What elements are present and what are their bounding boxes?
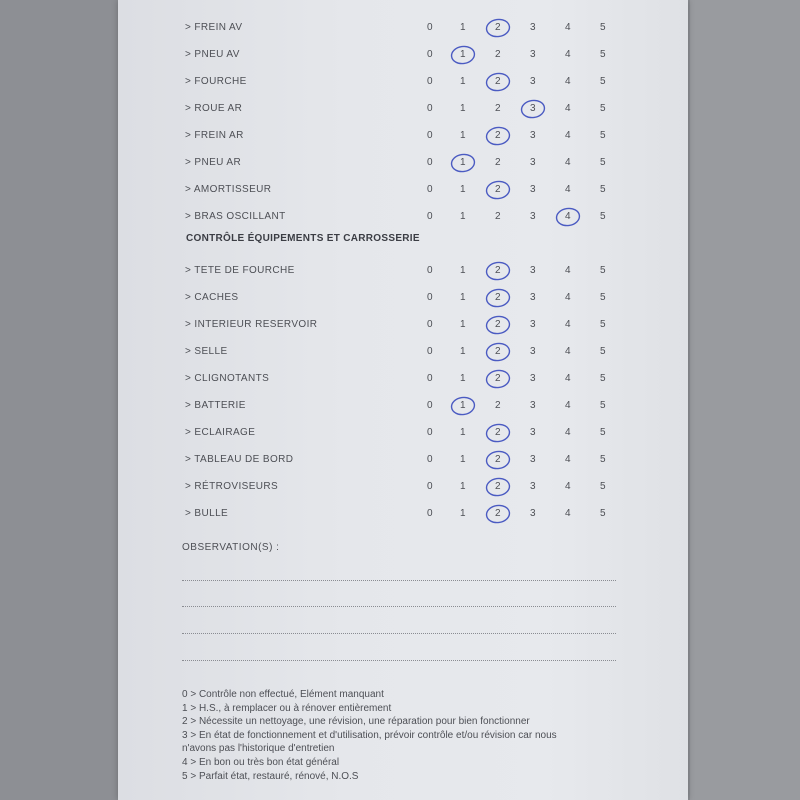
score-option-5[interactable]: 5 — [600, 76, 606, 87]
score-option-1[interactable]: 1 — [460, 346, 466, 357]
criterion-row — [118, 289, 688, 309]
score-option-3[interactable]: 3 — [530, 22, 536, 33]
criterion-row — [118, 46, 688, 66]
score-option-0[interactable]: 0 — [427, 400, 433, 411]
score-option-5[interactable]: 5 — [600, 157, 606, 168]
criterion-label: > FREIN AV — [185, 22, 243, 33]
score-option-4[interactable]: 4 — [565, 22, 571, 33]
score-option-1[interactable]: 1 — [460, 103, 466, 114]
criterion-label: > TETE DE FOURCHE — [185, 265, 295, 276]
criterion-row — [118, 100, 688, 120]
criteria-list — [118, 0, 688, 530]
score-option-3[interactable]: 3 — [530, 184, 536, 195]
score-option-0[interactable]: 0 — [427, 49, 433, 60]
score-option-3[interactable]: 3 — [530, 427, 536, 438]
score-option-4[interactable]: 4 — [565, 346, 571, 357]
score-option-5[interactable]: 5 — [600, 265, 606, 276]
score-option-2[interactable]: 2 — [495, 211, 501, 222]
criterion-row — [118, 424, 688, 444]
score-option-4[interactable]: 4 — [565, 130, 571, 141]
observation-line[interactable] — [182, 633, 616, 634]
score-option-5[interactable]: 5 — [600, 319, 606, 330]
observation-line[interactable] — [182, 660, 616, 661]
score-option-3[interactable]: 3 — [530, 157, 536, 168]
observation-line[interactable] — [182, 606, 616, 607]
score-option-4[interactable]: 4 — [565, 103, 571, 114]
score-option-1[interactable]: 1 — [460, 400, 466, 411]
score-option-4[interactable]: 4 — [565, 265, 571, 276]
score-option-2[interactable]: 2 — [495, 292, 501, 303]
score-option-2[interactable]: 2 — [495, 265, 501, 276]
score-option-2[interactable]: 2 — [495, 346, 501, 357]
background-left — [0, 0, 120, 800]
score-option-4[interactable]: 4 — [565, 184, 571, 195]
criterion-label: > CACHES — [185, 292, 239, 303]
score-option-2[interactable]: 2 — [495, 427, 501, 438]
score-option-0[interactable]: 0 — [427, 346, 433, 357]
score-option-1[interactable]: 1 — [460, 508, 466, 519]
score-option-0[interactable]: 0 — [427, 211, 433, 222]
inspection-sheet — [118, 0, 688, 800]
score-option-1[interactable]: 1 — [460, 454, 466, 465]
score-option-0[interactable]: 0 — [427, 319, 433, 330]
score-option-5[interactable]: 5 — [600, 49, 606, 60]
score-option-5[interactable]: 5 — [600, 400, 606, 411]
score-option-1[interactable]: 1 — [460, 49, 466, 60]
score-option-1[interactable]: 1 — [460, 373, 466, 384]
observations-title: OBSERVATION(S) : — [182, 542, 280, 553]
score-option-4[interactable]: 4 — [565, 454, 571, 465]
score-option-5[interactable]: 5 — [600, 130, 606, 141]
score-option-3[interactable]: 3 — [530, 265, 536, 276]
criterion-row — [118, 19, 688, 39]
score-option-2[interactable]: 2 — [495, 76, 501, 87]
score-option-1[interactable]: 1 — [460, 319, 466, 330]
score-option-1[interactable]: 1 — [460, 211, 466, 222]
score-option-5[interactable]: 5 — [600, 184, 606, 195]
score-option-4[interactable]: 4 — [565, 481, 571, 492]
score-option-4[interactable]: 4 — [565, 427, 571, 438]
score-option-5[interactable]: 5 — [600, 292, 606, 303]
criterion-row — [118, 181, 688, 201]
criterion-label: > ECLAIRAGE — [185, 427, 256, 438]
criterion-row — [118, 208, 688, 228]
criterion-label: > FREIN AR — [185, 130, 244, 141]
legend-line: 5 > Parfait état, restauré, rénové, N.O.S — [182, 770, 359, 782]
score-option-4[interactable]: 4 — [565, 508, 571, 519]
score-option-1[interactable]: 1 — [460, 76, 466, 87]
score-option-2[interactable]: 2 — [495, 481, 501, 492]
score-option-5[interactable]: 5 — [600, 22, 606, 33]
score-option-2[interactable]: 2 — [495, 400, 501, 411]
score-option-3[interactable]: 3 — [530, 481, 536, 492]
score-option-4[interactable]: 4 — [565, 373, 571, 384]
score-option-3[interactable]: 3 — [530, 103, 536, 114]
criterion-row — [118, 478, 688, 498]
criterion-label: > CLIGNOTANTS — [185, 373, 270, 384]
score-option-5[interactable]: 5 — [600, 346, 606, 357]
criterion-label: > BATTERIE — [185, 400, 246, 411]
score-option-0[interactable]: 0 — [427, 76, 433, 87]
score-option-2[interactable]: 2 — [495, 454, 501, 465]
score-option-1[interactable]: 1 — [460, 157, 466, 168]
legend-line: 3 > En état de fonctionnement et d'utilisation, prévoir contrôle et/ou révision car nous — [182, 729, 557, 741]
score-option-1[interactable]: 1 — [460, 427, 466, 438]
score-option-4[interactable]: 4 — [565, 157, 571, 168]
score-option-5[interactable]: 5 — [600, 481, 606, 492]
section-title: CONTRÔLE ÉQUIPEMENTS ET CARROSSERIE — [186, 233, 420, 244]
score-option-1[interactable]: 1 — [460, 292, 466, 303]
score-option-1[interactable]: 1 — [460, 184, 466, 195]
score-option-0[interactable]: 0 — [427, 184, 433, 195]
score-option-5[interactable]: 5 — [600, 373, 606, 384]
score-option-0[interactable]: 0 — [427, 427, 433, 438]
score-option-5[interactable]: 5 — [600, 211, 606, 222]
observation-line[interactable] — [182, 580, 616, 581]
score-option-0[interactable]: 0 — [427, 103, 433, 114]
score-option-0[interactable]: 0 — [427, 373, 433, 384]
score-option-2[interactable]: 2 — [495, 103, 501, 114]
legend-line: 1 > H.S., à remplacer ou à rénover entièrement — [182, 702, 392, 714]
criterion-row — [118, 451, 688, 471]
score-option-0[interactable]: 0 — [427, 454, 433, 465]
score-option-3[interactable]: 3 — [530, 130, 536, 141]
score-option-0[interactable]: 0 — [427, 22, 433, 33]
score-option-1[interactable]: 1 — [460, 481, 466, 492]
score-option-3[interactable]: 3 — [530, 49, 536, 60]
score-option-2[interactable]: 2 — [495, 508, 501, 519]
score-option-5[interactable]: 5 — [600, 508, 606, 519]
score-option-3[interactable]: 3 — [530, 292, 536, 303]
criterion-label: > PNEU AV — [185, 49, 240, 60]
score-option-2[interactable]: 2 — [495, 130, 501, 141]
criterion-label: > BRAS OSCILLANT — [185, 211, 286, 222]
score-option-0[interactable]: 0 — [427, 130, 433, 141]
criterion-label: > RÉTROVISEURS — [185, 481, 279, 492]
criterion-label: > BULLE — [185, 508, 229, 519]
legend-line: 4 > En bon ou très bon état général — [182, 756, 340, 768]
score-option-3[interactable]: 3 — [530, 454, 536, 465]
criterion-row — [118, 154, 688, 174]
criterion-row — [118, 127, 688, 147]
score-option-0[interactable]: 0 — [427, 508, 433, 519]
score-option-4[interactable]: 4 — [565, 319, 571, 330]
background-right — [690, 0, 800, 800]
score-option-1[interactable]: 1 — [460, 130, 466, 141]
score-option-4[interactable]: 4 — [565, 211, 571, 222]
score-option-0[interactable]: 0 — [427, 481, 433, 492]
score-option-0[interactable]: 0 — [427, 292, 433, 303]
score-option-4[interactable]: 4 — [565, 49, 571, 60]
criterion-label: > INTERIEUR RESERVOIR — [185, 319, 318, 330]
criterion-label: > PNEU AR — [185, 157, 242, 168]
criterion-row — [118, 505, 688, 525]
score-option-4[interactable]: 4 — [565, 400, 571, 411]
criterion-row — [118, 73, 688, 93]
score-option-1[interactable]: 1 — [460, 22, 466, 33]
legend-line: n'avons pas l'historique d'entretien — [182, 743, 335, 755]
criterion-row — [118, 370, 688, 390]
score-option-2[interactable]: 2 — [495, 373, 501, 384]
criterion-label: > SELLE — [185, 346, 228, 357]
legend-line: 0 > Contrôle non effectué, Elément manquant — [182, 689, 384, 700]
criterion-label: > AMORTISSEUR — [185, 184, 272, 195]
score-option-3[interactable]: 3 — [530, 76, 536, 87]
legend-line: 2 > Nécessite un nettoyage, une révision, une réparation pour bien fonctionner — [182, 716, 530, 728]
score-option-2[interactable]: 2 — [495, 22, 501, 33]
score-option-2[interactable]: 2 — [495, 184, 501, 195]
score-option-3[interactable]: 3 — [530, 319, 536, 330]
criterion-row — [118, 343, 688, 363]
score-option-5[interactable]: 5 — [600, 103, 606, 114]
score-option-0[interactable]: 0 — [427, 157, 433, 168]
score-option-5[interactable]: 5 — [600, 454, 606, 465]
score-option-2[interactable]: 2 — [495, 49, 501, 60]
score-option-3[interactable]: 3 — [530, 211, 536, 222]
score-option-5[interactable]: 5 — [600, 427, 606, 438]
criterion-label: > FOURCHE — [185, 76, 247, 87]
criterion-row — [118, 316, 688, 336]
score-option-3[interactable]: 3 — [530, 346, 536, 357]
score-option-2[interactable]: 2 — [495, 319, 501, 330]
score-option-3[interactable]: 3 — [530, 373, 536, 384]
legend — [182, 688, 622, 783]
score-option-1[interactable]: 1 — [460, 265, 466, 276]
score-option-3[interactable]: 3 — [530, 400, 536, 411]
score-option-3[interactable]: 3 — [530, 508, 536, 519]
criterion-row — [118, 397, 688, 417]
criterion-label: > TABLEAU DE BORD — [185, 454, 294, 465]
score-option-0[interactable]: 0 — [427, 265, 433, 276]
criterion-label: > ROUE AR — [185, 103, 243, 114]
score-option-2[interactable]: 2 — [495, 157, 501, 168]
criterion-row — [118, 262, 688, 282]
score-option-4[interactable]: 4 — [565, 76, 571, 87]
score-option-4[interactable]: 4 — [565, 292, 571, 303]
